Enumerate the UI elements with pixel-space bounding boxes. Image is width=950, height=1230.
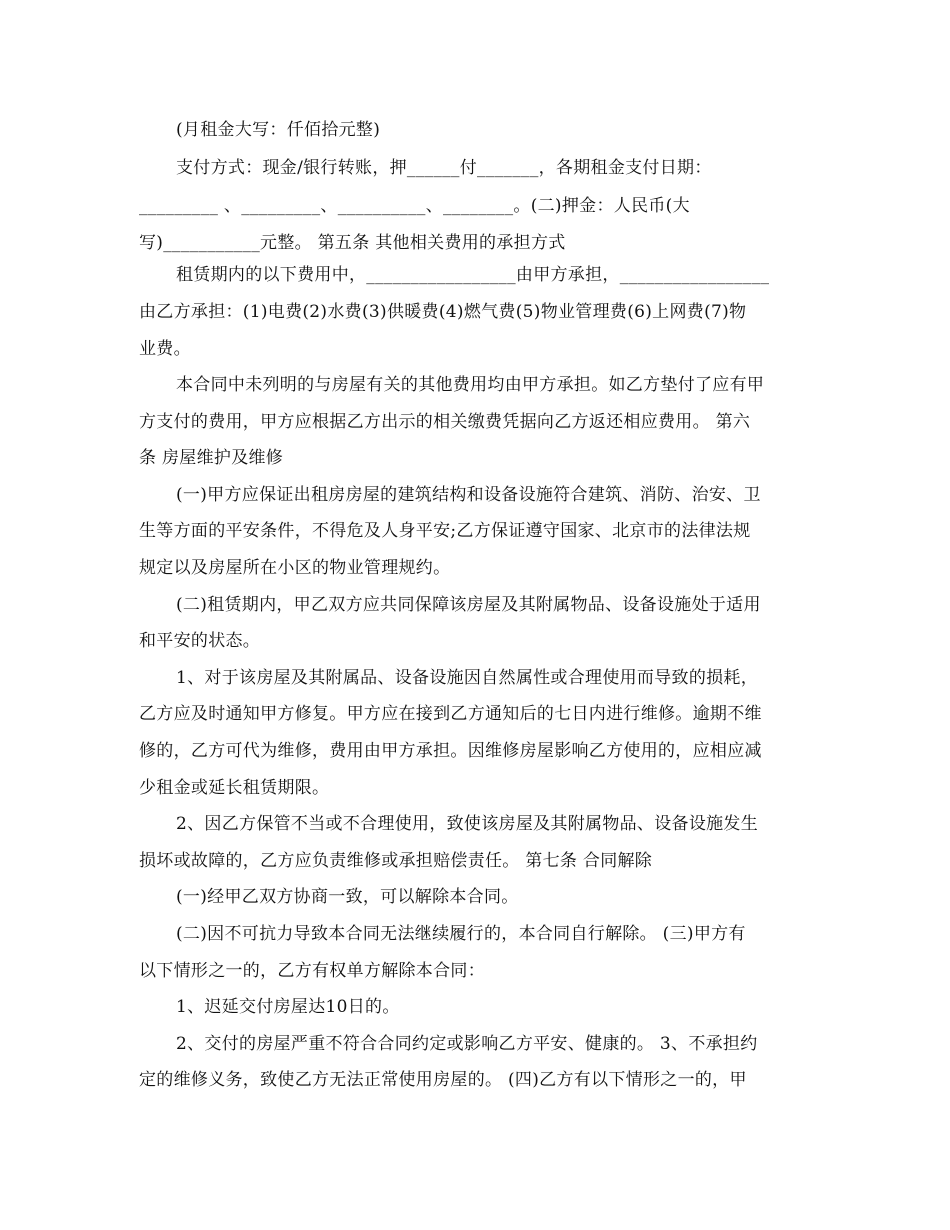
text-line: (二)因不可抗力导致本合同无法继续履行的，本合同自行解除。 (三)甲方有 [176,924,746,944]
text-line: 方支付的费用，甲方应根据乙方出示的相关缴费凭据向乙方返还相应费用。 第六 [139,412,751,432]
text-line: (月租金大写：仟佰拾元整) [176,120,381,140]
text-line: 乙方应及时通知甲方修复。甲方应在接到乙方通知后的七日内进行维修。逾期不维 [139,704,762,724]
text-line: 由乙方承担：(1)电费(2)水费(3)供暖费(4)燃气费(5)物业管理费(6)上网费(7)物 [139,302,747,322]
text-line: 业费。 [139,339,191,359]
text-line: 写)___________元整。 第五条 其他相关费用的承担方式 [139,233,566,253]
text-line: 生等方面的平安条件，不得危及人身平安;乙方保证遵守国家、北京市的法律法规 [139,521,751,541]
text-line: (二)租赁期内，甲乙双方应共同保障该房屋及其附属物品、设备设施处于适用 [176,595,761,615]
text-line: 修的，乙方可代为维修，费用由甲方承担。因维修房屋影响乙方使用的，应相应减 [139,741,762,761]
text-line: 条 房屋维护及维修 [139,448,284,468]
text-line: 1、对于该房屋及其附属品、设备设施因自然属性或合理使用而导致的损耗， [176,668,759,688]
text-line: 规定以及房屋所在小区的物业管理规约。 [139,558,451,578]
text-line: 本合同中未列明的与房屋有关的其他费用均由甲方承担。如乙方垫付了应有甲 [176,375,765,395]
text-line: 支付方式：现金/银行转账，押______付_______，各期租金支付日期： [176,158,712,178]
text-line: 租赁期内的以下费用中，_________________由甲方承担，_________________ [176,265,770,285]
text-line: 损坏或故障的，乙方应负责维修或承担赔偿责任。 第七条 合同解除 [139,851,653,871]
text-line: _________ 、_________、__________、________。(二)押金：人民币(大 [139,196,690,216]
text-line: 2、交付的房屋严重不符合合同约定或影响乙方平安、健康的。 3、不承担约 [176,1034,758,1054]
text-line: 少租金或延长租赁期限。 [139,778,330,798]
text-line: 定的维修义务，致使乙方无法正常使用房屋的。 (四)乙方有以下情形之一的，甲 [139,1070,747,1090]
text-line: (一)甲方应保证出租房房屋的建筑结构和设备设施符合建筑、消防、治安、卫 [176,485,761,505]
text-line: 1、迟延交付房屋达10日的。 [176,997,400,1017]
text-line: 以下情形之一的，乙方有权单方解除本合同： [139,961,485,981]
text-line: 和平安的状态。 [139,631,261,651]
text-line: (一)经甲乙双方协商一致，可以解除本合同。 [176,887,519,907]
text-line: 2、因乙方保管不当或不合理使用，致使该房屋及其附属物品、设备设施发生 [176,814,759,834]
